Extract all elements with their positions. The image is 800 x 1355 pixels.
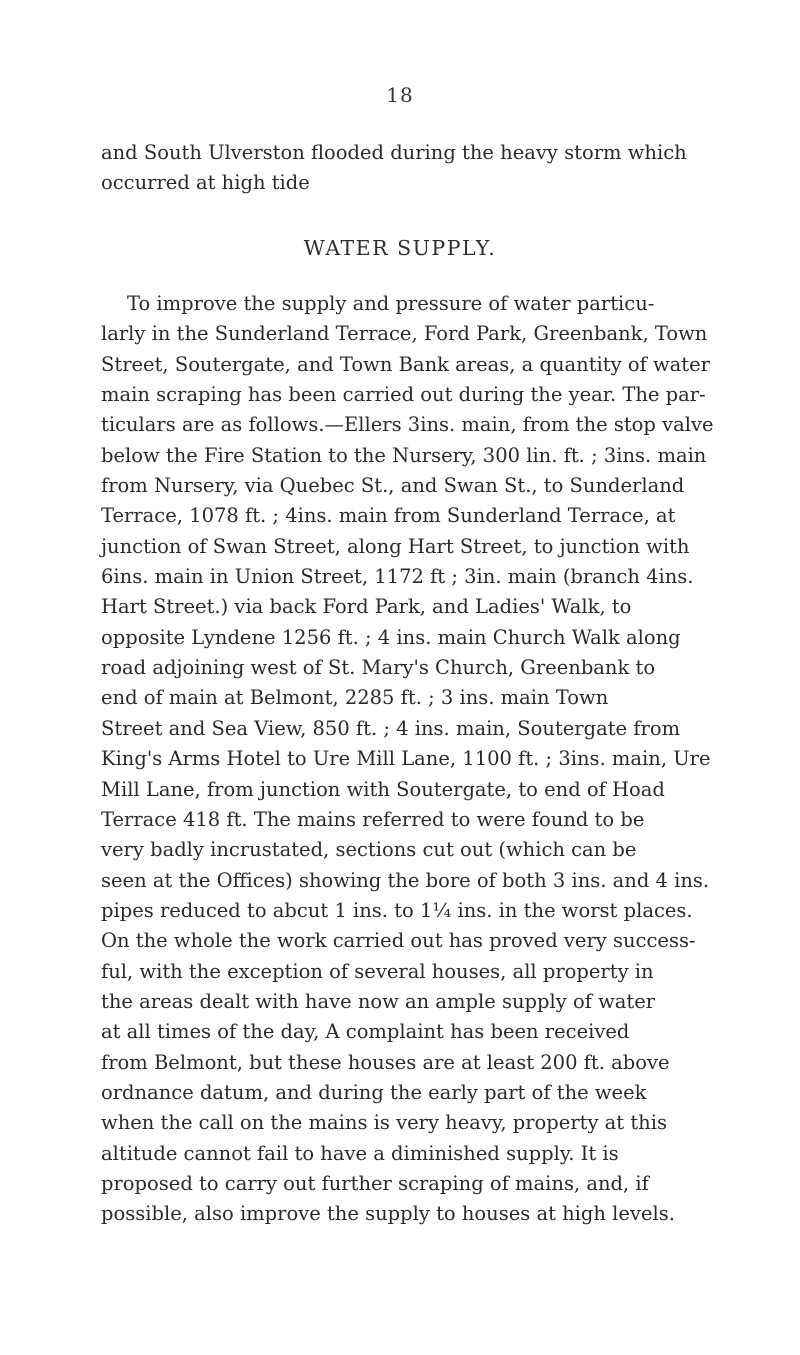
text-line: larly in the Sunderland Terrace, Ford Park, Greenbank, Town [101, 322, 708, 346]
text-line: ful, with the exception of several houses, all property in [101, 959, 654, 983]
text-line: from Nursery, via Quebec St., and Swan St., to Sunderland [101, 474, 685, 498]
text-line: 6ins. main in Union Street, 1172 ft ; 3in. main (branch 4ins. [101, 565, 694, 589]
opening-paragraph [101, 138, 721, 198]
text-line: when the call on the mains is very heavy, property at this [101, 1111, 667, 1135]
text-line: junction of Swan Street, along Hart Street, to junction with [101, 534, 690, 558]
text-line: ordnance datum, and during the early part of the week [101, 1080, 647, 1104]
text-line: altitude cannot fail to have a diminished supply. It is [101, 1141, 619, 1165]
text-line: opposite Lyndene 1256 ft. ; 4 ins. main Church Walk along [101, 625, 681, 649]
text-line: Terrace 418 ft. The mains referred to were found to be [101, 807, 645, 831]
text-line: Street and Sea View, 850 ft. ; 4 ins. main, Soutergate from [101, 716, 681, 740]
text-line: To improve the supply and pressure of water particu- [127, 292, 655, 315]
text-line: from Belmont, but these houses are at least 200 ft. above [101, 1050, 670, 1074]
text-line: and South Ulverston flooded during the heavy storm which [101, 141, 687, 164]
text-line: Street, Soutergate, and Town Bank areas, a quantity of water [101, 352, 711, 376]
text-line: at all times of the day, A complaint has been received [101, 1020, 630, 1044]
text-line: On the whole the work carried out has proved very success- [101, 929, 696, 953]
text-line: occurred at high tide [101, 171, 310, 194]
text-line: very badly incrustated, sections cut out (which can be [101, 838, 637, 862]
page-number: 18 [386, 83, 414, 107]
text-line: road adjoining west of St. Mary's Church, Greenbank to [101, 656, 656, 680]
text-line: end of main at Belmont, 2285 ft. ; 3 ins. main Town [101, 686, 609, 710]
text-line: Terrace, 1078 ft. ; 4ins. main from Sunderland Terrace, at [101, 504, 676, 528]
text-line: the areas dealt with have now an ample supply of water [101, 989, 656, 1013]
text-line: King's Arms Hotel to Ure Mill Lane, 1100 ft. ; 3ins. main, Ure [101, 747, 711, 771]
text-line: proposed to carry out further scraping of mains, and, if [101, 1171, 649, 1195]
text-line: possible, also improve the supply to houses at high levels. [101, 1202, 675, 1226]
text-line: ticulars are as follows.—Ellers 3ins. main, from the stop valve [101, 413, 714, 437]
text-line: Mill Lane, from junction with Soutergate, to end of Hoad [101, 777, 665, 801]
section-title: WATER SUPPLY. [303, 236, 497, 260]
text-line: seen at the Offices) showing the bore of both 3 ins. and 4 ins. [101, 868, 710, 892]
text-line: pipes reduced to abcut 1 ins. to 1¼ ins. in the worst places. [101, 898, 693, 922]
text-line: below the Fire Station to the Nursery, 300 lin. ft. ; 3ins. main [101, 443, 707, 467]
water-supply-paragraph [101, 289, 716, 1230]
text-line: Hart Street.) via back Ford Park, and Ladies' Walk, to [101, 595, 632, 619]
text-line: main scraping has been carried out during the year. The par- [101, 383, 706, 407]
